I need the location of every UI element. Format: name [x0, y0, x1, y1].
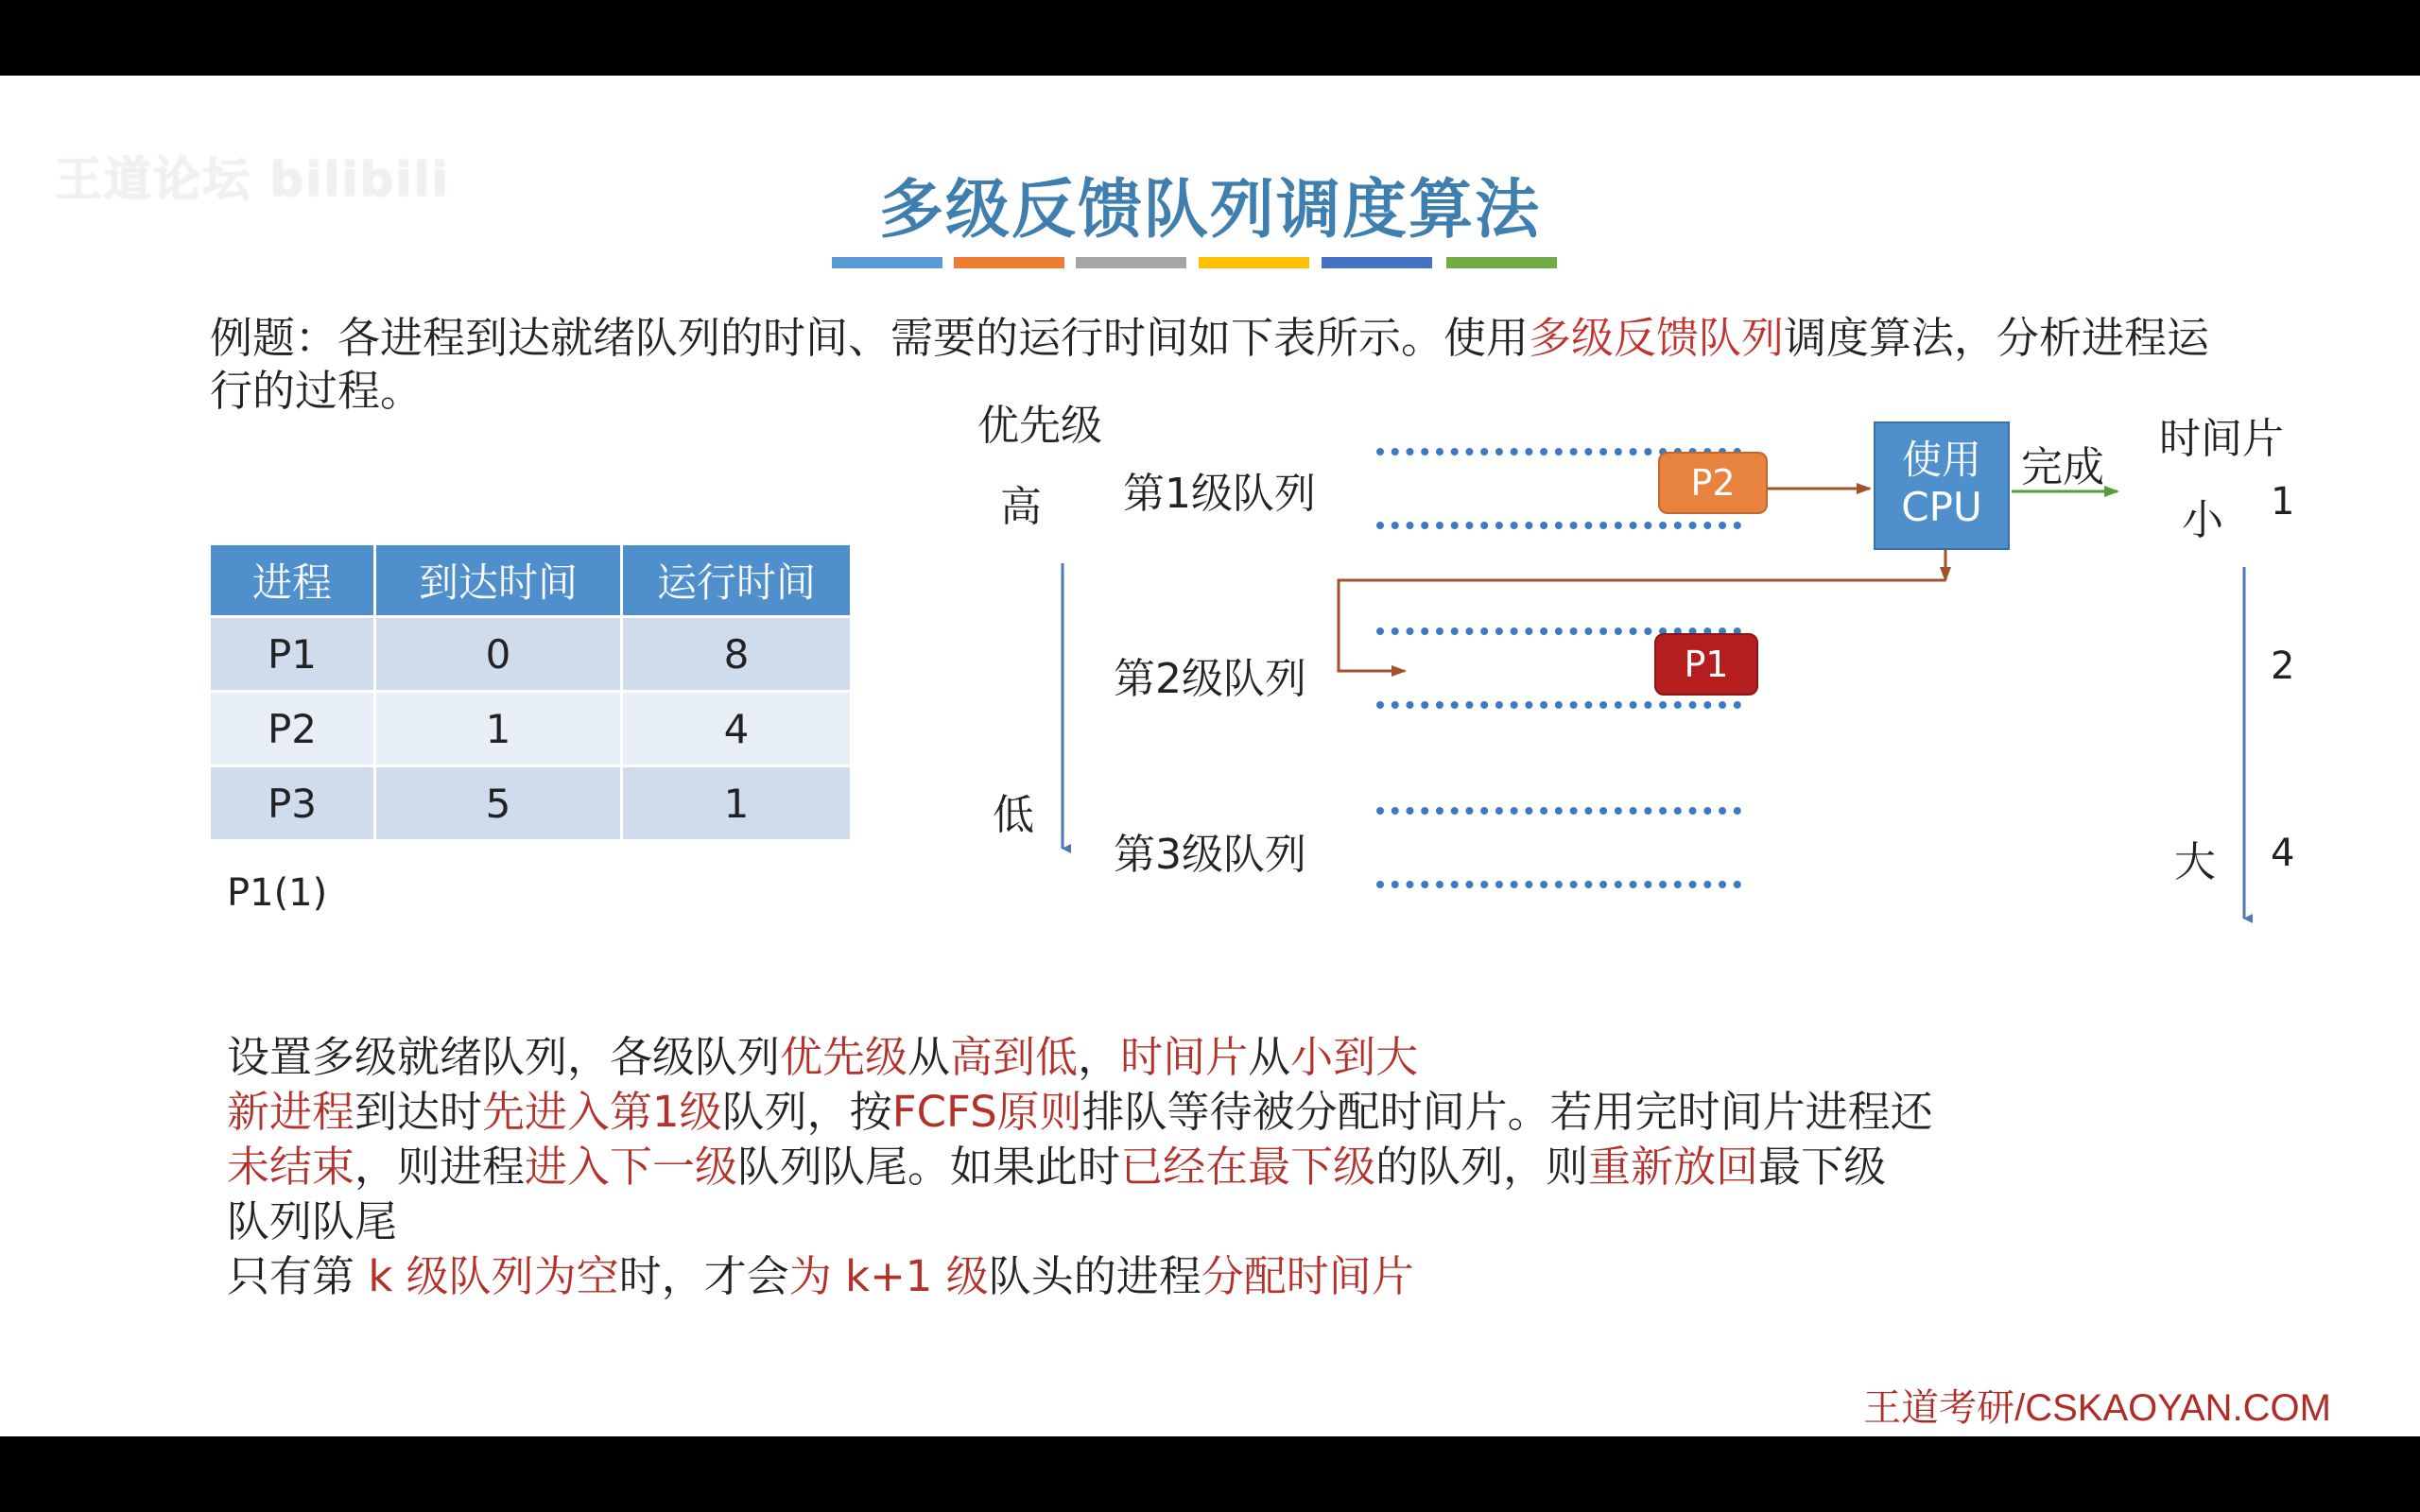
queue2-process-p1: P1	[1654, 633, 1758, 696]
rule-line-4: 队列队尾	[227, 1196, 398, 1246]
queue-3-top-line	[1376, 807, 1741, 815]
queue-2-label: 第2级队列	[1114, 655, 1306, 703]
table-cell: 5	[375, 766, 622, 841]
rule-text: 从	[908, 1032, 951, 1082]
rule-highlight: 进入下一级	[525, 1142, 738, 1192]
problem-suffix: 调度算法，分析进程运行的过程。	[210, 313, 2210, 416]
rule-text: 最下级	[1758, 1142, 1887, 1192]
problem-highlight: 多级反馈队列	[1529, 313, 1785, 363]
queue1-process-p2: P2	[1658, 452, 1768, 514]
cpu-label-line1: 使用	[1901, 437, 1981, 483]
rule-highlight: 小到大	[1290, 1032, 1419, 1082]
rule-text: 队列，按	[721, 1087, 892, 1137]
rule-highlight: 时间片	[1120, 1032, 1249, 1082]
gantt-progress: P1(1)	[227, 871, 328, 915]
timeslice-label: 时间片	[2159, 415, 2284, 463]
rule-highlight: 为 k+1 级	[788, 1251, 989, 1301]
rule-text: 时，才会	[618, 1251, 789, 1301]
rule-highlight: 高到低	[950, 1032, 1079, 1082]
table-header: 运行时间	[622, 544, 852, 617]
rule-text: 排队等待被分配时间片。若用完时间片进程还	[1081, 1087, 1933, 1137]
feedback-path	[1339, 580, 1945, 671]
footer-brand: 王道考研/CSKAOYAN.COM	[1863, 1387, 2331, 1429]
done-label: 完成	[2021, 443, 2104, 491]
table-cell: 1	[375, 692, 622, 766]
timeslice-value-4: 4	[2271, 832, 2295, 875]
timeslice-value-2: 2	[2271, 644, 2295, 688]
rule-text: 到达时	[354, 1087, 483, 1137]
rule-highlight: 分配时间片	[1201, 1251, 1414, 1301]
queue-1-bottom-line	[1376, 522, 1741, 529]
table-cell: 4	[622, 692, 852, 766]
timeslice-value-1: 1	[2271, 480, 2295, 524]
rules-text	[227, 1030, 2118, 1304]
rule-highlight: 先进入第1级	[482, 1087, 722, 1137]
table-cell: 0	[375, 617, 622, 692]
priority-label: 优先级	[977, 402, 1102, 450]
rule-line-1	[227, 1030, 2118, 1085]
rule-text: 的队列，则	[1375, 1142, 1589, 1192]
queue-2-bottom-line	[1376, 701, 1741, 709]
rule-line-2	[227, 1085, 2118, 1140]
table-cell: 8	[622, 617, 852, 692]
rule-text: 从	[1248, 1032, 1291, 1082]
rule-text: ，	[1078, 1032, 1121, 1082]
rule-text: 只有第	[227, 1251, 369, 1301]
problem-prefix: 例题：各进程到达就绪队列的时间、需要的运行时间如下表所示。使用	[210, 313, 1530, 363]
rule-highlight: 未结束	[227, 1142, 355, 1192]
cpu-label-line2: CPU	[1901, 484, 1982, 530]
table-header: 进程	[210, 544, 375, 617]
rule-highlight: 重新放回	[1588, 1142, 1759, 1192]
rule-highlight: 新进程	[227, 1087, 355, 1137]
rule-highlight: 已经在最下级	[1120, 1142, 1376, 1192]
page-title: 多级反馈队列调度算法	[878, 173, 1541, 248]
rule-line-3	[227, 1140, 2118, 1194]
table-cell: P1	[210, 617, 375, 692]
cpu-box	[1874, 421, 2010, 550]
timeslice-small-label: 小	[2182, 496, 2223, 544]
rule-text: 设置多级就绪队列，各级队列	[227, 1032, 781, 1082]
rule-highlight: 优先级	[780, 1032, 908, 1082]
table-cell: P3	[210, 766, 375, 841]
rule-text: 队列队尾。如果此时	[737, 1142, 1121, 1192]
priority-low-label: 低	[993, 791, 1034, 839]
table-cell: 1	[622, 766, 852, 841]
rule-highlight: k 级队列为空	[368, 1251, 619, 1301]
timeslice-large-label: 大	[2174, 838, 2216, 886]
rule-line-5	[227, 1249, 2118, 1304]
priority-high-label: 高	[1000, 483, 1042, 531]
table-header: 到达时间	[375, 544, 622, 617]
queue-1-label: 第1级队列	[1123, 470, 1316, 518]
rule-text: 队头的进程	[988, 1251, 1201, 1301]
watermark-logo: 王道论坛 bilibili	[55, 152, 450, 207]
rule-text: ，则进程	[354, 1142, 526, 1192]
slide	[0, 76, 2420, 1436]
queue-3-label: 第3级队列	[1114, 831, 1306, 879]
rule-highlight: FCFS原则	[891, 1087, 1082, 1137]
queue-3-bottom-line	[1376, 881, 1741, 888]
table-cell: P2	[210, 692, 375, 766]
